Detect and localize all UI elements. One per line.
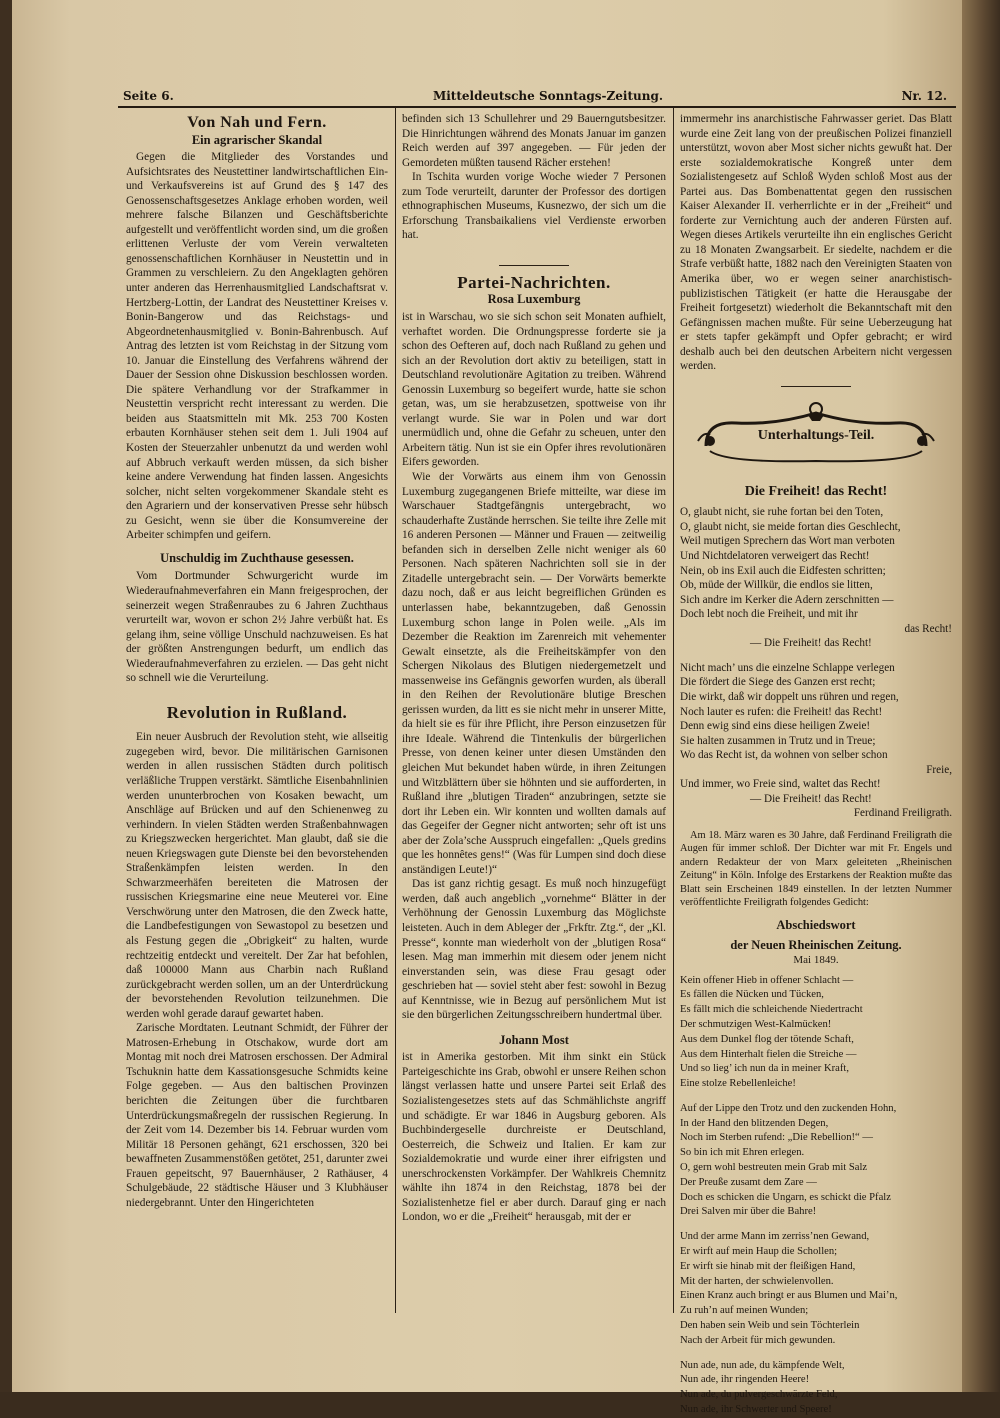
column-1	[126, 112, 388, 1210]
article-title-johann-most: Johann Most	[499, 1032, 569, 1047]
column-2	[402, 112, 666, 1225]
poem-line: Es fällen die Nücken und Tücken,	[680, 989, 824, 1001]
poem-line: Die fördert die Siege des Ganzen erst recht;	[680, 676, 876, 689]
poem-abschiedswort	[680, 974, 952, 1418]
continued-text: befinden sich 13 Schullehrer und 29 Bauerngutsbesitzer. Die Hinrichtungen während des Monats Januar im ganzen Reich werden auf 397 angegeben. — Für jeden der Gemordeten müßten tausend Rächer erstehen!	[402, 113, 666, 169]
section-title-von-nah-und-fern: Von Nah und Fern.	[187, 114, 327, 131]
separator	[499, 265, 569, 266]
poem-line: Mit der harten, der schwielenvollen.	[680, 1275, 834, 1287]
poem-line: Nach der Arbeit für mich gewunden.	[680, 1334, 836, 1346]
poem-line: Sie halten zusammen in Trutz und in Treue;	[680, 734, 876, 747]
poem-line	[680, 651, 952, 661]
article-title-revolution: Revolution in Rußland.	[166, 702, 348, 722]
poem-line: — Die Freiheit! das Recht!	[750, 792, 872, 805]
poem-line: Freie,	[926, 763, 952, 776]
poem-line: Auf der Lippe den Trotz und den zuckenden Hohn,	[680, 1102, 897, 1114]
poem-line: Weil mutigen Sprechern das Wort man verboten	[680, 535, 895, 548]
column-3	[680, 112, 952, 1418]
poem-title-abschiedswort: Abschiedswort	[776, 917, 856, 932]
issue-number: Nr. 12.	[901, 89, 947, 103]
poem-line: Und immer, wo Freie sind, waltet das Recht!	[680, 778, 881, 791]
column-divider-1	[395, 108, 396, 1313]
unterhaltungs-teil-banner	[696, 401, 936, 471]
column-divider-2	[673, 108, 674, 1313]
poem-line: Nun ade, nun ade, du kämpfende Welt,	[680, 1359, 845, 1371]
johann-most-continued: immermehr ins anarchistische Fahrwasser geriet. Das Blatt wurde eine Zeit lang von der preußischen Polizei finanziell unterstützt, wovon aber Most sicher nichts gewußt hat. Der erste sozialdemokratische Kongreß unter dem Sozialistengesetz auf Schloß Wyden schloß Most aus der Partei aus. Das Bombenattentat gegen den russischen Kaiser Alexander II. verherrlichte er in der „Freiheit“ und forderte zur Vernichtung auch der anderen Fürsten auf. Wegen dieses Artikels verurteilte ihn ein englisches Gericht zu 18 Monaten Zwangsarbeit. Er siedelte, nachdem er die Strafe verbüßt hatte, 1882 nach den Vereinigten Staaten von Amerika über, wo er wegen seiner anarchistisch-publizistischen Tätigkeit (er hatte die Herausgabe der Freiheit fortgesetzt) wiederholt die Bekanntschaft mit den Gefängnissen machen mußte. Für seine Ueberzeugung hat er stets tapfer gekämpft und Opfer gebracht; er wird deshalb auch bei den deutschen Arbeitern nicht vergessen werden.	[680, 113, 952, 373]
poem-line: Ferdinand Freiligrath.	[853, 807, 952, 820]
poem-line	[680, 1092, 952, 1102]
poem-line: Nun ade, ihr Schwerter und Speere!	[680, 1404, 832, 1416]
poem-subtitle-abschiedswort: der Neuen Rheinischen Zeitung.	[730, 938, 902, 953]
poem-line	[680, 1220, 952, 1230]
book-binding-edge	[962, 0, 1000, 1392]
poem-line: Eine stolze Rebellenleiche!	[680, 1078, 796, 1090]
poem-date: Mai 1849.	[793, 953, 839, 966]
poem-line: Ob, müde der Willkür, die endlos sie litten,	[680, 579, 873, 592]
poem-line: Aus dem Hinterhalt fielen die Streiche —	[680, 1048, 857, 1060]
newspaper-title: Mitteldeutsche Sonntags-Zeitung.	[432, 89, 664, 103]
header-rule	[118, 106, 956, 108]
poem-line: In der Hand den blitzenden Degen,	[680, 1117, 829, 1129]
unterhaltungs-teil-title: Unterhaltungs-Teil.	[757, 427, 875, 443]
poem-line: O, glaubt nicht, sie meide fortan dies Geschlecht,	[680, 520, 901, 533]
page-header	[118, 88, 953, 106]
tschita-text: In Tschita wurden vorige Woche wieder 7 Personen zum Tode verurteilt, darunter der Professor des dortigen ethnographischen Museums, Kusnezwo, der sich um die Erforschung Transbaikaliens viel Verdienste erworben hat.	[402, 171, 666, 242]
poem-line: Und Nichtdelatoren verweigert das Recht!	[680, 550, 870, 563]
page-number: Seite 6.	[123, 89, 174, 103]
article-body-rosa-luxemburg-1: ist in Warschau, wo sie sich schon seit Monaten aufhielt, verhaftet worden. Die Ordnungspresse forderte sie ja schon des Oefteren auf, doch nach Rußland zu gehen und sich an der Revolution dort aktiv zu beteiligen, statt in Deutschland revolutionäre Agitation zu treiben. Während Genossin Luxemburg so begeifert wurde, hatte sie schon getan, was, um sie herabzusetzen, spottweise von ihr verlangt wurde. Sie war in Polen und war dort unermüdlich und, ohne die Gefahr zu scheuen, unter den Arbeitern tätig. Nun ist sie ein Opfer ihres revolutionären Eifers geworden.	[402, 311, 666, 469]
poem-line: Wo das Recht ist, da wohnen von selber schon	[680, 749, 888, 762]
poem-line: Nein, ob ins Exil auch die Eidfesten schritten;	[680, 564, 886, 577]
poem-line: Noch lauter es rufen: die Freiheit! das Recht!	[680, 705, 883, 718]
article-body-agrarischer-skandal: Gegen die Mitglieder des Vorstandes und Aufsichtsrates des Neustettiner landwirtschaftlichen Ein- und Verkaufsvereins ist auf Grund des § 147 des Genossenschaftsgesetzes Anklage erhoben worden, weil mehrere falsche Bilanzen und Geschäftsberichte aufgestellt und veröffentlicht worden sind, um die großen erlittenen Verluste der vom Verein verwalteten genossenschaftlichen Kornhäuser in Neustettin und in Grammen zu verschleiern. Zu den Angeklagten gehören unter anderen das Herrenhausmitglied Landschaftsrat v. Hertzberg-Lottin, der Landrat des Neustettiner Kreises v. Bonin-Bangerow und das Reichstags- und Abgeordnetenhausmitglied v. Bonin-Bahrenbusch. Auf Antrag des letzten ist vom Reichstag in der Sitzung vom 10. Januar die Einstellung des Verfahrens während der Dauer der Session ohne Diskussion beschlossen worden. Die spätere Verhandlung vor der Strafkammer in Neustettin verspricht recht interessant zu werden. Die beiden aus Staatsmitteln mit Mk. 253 700 Kosten erbauten Kornhäuser stehen seit dem 1. Juli 1904 auf Kosten der Steuerzahler unbenutzt da und werden wohl auf Abbruch verkauft werden müssen, da sich bisher keine andere Verwendung hat finden lassen. Angesichts solcher, nicht selten vorgekommener Skandale steht es den Agrariern und der konservativen Presse sehr hübsch zu Gesicht, wenn sie über die Konsumvereine der Arbeiter schimpfen und geifern.	[126, 151, 388, 542]
poem-line: Den haben sein Weib und sein Töchterlein	[680, 1320, 860, 1332]
poem-line	[680, 1349, 952, 1359]
article-body-rosa-luxemburg-2: Wie der Vorwärts aus einem ihm von Genossin Luxemburg zugegangenen Briefe mitteilte, war diese im Warschauer Stadtgefängnis untergebracht, wo schauderhafte Zustände herrschen. Sie teilte ihre Zelle mit 16 anderen Personen — Männer und Frauen — zeitweilig befanden sich in derselben Zelle nicht weniger als 60 Personen. Nach späteren Nachrichten soll sie in der Zitadelle untergebracht sein. — Der Vorwärts bemerkte dazu noch, daß er aus leicht begreiflichen Gründen es unterlassen habe, bekanntzugeben, daß Genossin Luxemburg schon lange in Polen weile. „Als im Dezember die Reaktion im Zarenreich mit vehementer Gewalt einsetzte, als die Freiheitskämpfer von den Schergen Nikolaus des Blutigen niedergemetzelt und massenweise ins Gefängnis geworfen wurden, als überall in den Reihen der Revolutionäre blutige Breschen gerissen wurden, da litt es sie nicht mehr in unserer Mitte, da hielt sie es für ihre Pflicht, ihre Person einzusetzen für ihre Ideale. Während die Tintenkulis der bürgerlichen Presse, von denen keiner unter diesen Umständen den gleichen Mut bekundet haben würde, in ihren Zeitungen und Witzblättern über sie höhnten und sie aufforderten, in Rußland ihre „blutigen Tiraden“ anzubringen, setzte sie dort ihr Leben ein. Wir konnten und wollten damals auf das Gegeifer der Gegner nicht antworten; sehr oft ist uns aber der Zola’sche Ausspruch eingefallen: „Quels gredins que les honnêtes gens!“ (Was für Lumpen sind doch diese anständigen Leute!)“	[402, 471, 666, 876]
article-title-rosa-luxemburg: Rosa Luxemburg	[487, 292, 581, 307]
poem-line: Der Preuße zusamt dem Zare —	[680, 1176, 817, 1188]
poem-line: Er wirft auf mein Haup die Schollen;	[680, 1246, 838, 1258]
poem-line: Drei Salven mir über die Bahre!	[680, 1206, 817, 1218]
poem-line: Doch lebt noch die Freiheit, und mit ihr	[680, 608, 858, 621]
poem-line: Nicht mach’ uns die einzelne Schlappe verlegen	[680, 661, 895, 674]
poem-line: Nun ade, ihr ringenden Heere!	[680, 1374, 810, 1386]
poem-line: O, gern wohl bestreuten mein Grab mit Salz	[680, 1162, 868, 1174]
article-title-unschuldig: Unschuldig im Zuchthause gesessen.	[160, 550, 354, 565]
article-body-revolution: Ein neuer Ausbruch der Revolution steht, wie allseitig zugegeben wird, bevor. Die militärischen Garnisonen werden in allen russischen Städten durch politisch verläßliche Truppen verstärkt. Sämtliche Eisenbahnlinien werden ununterbrochen von Kosaken bewacht, um Anschläge auf Brücken und auf den Schienenweg zu verhindern. In vielen Städten werden Straßenbahnwagen zu Kriegszwecken hergerichtet. Man glaubt, daß sie die neuen Kriegswagen gute Dienste bei den bevorstehenden Straßenkämpfen leisten werden. In den Schwarzmeerhäfen bereiteten die Matrosen der russischen Kriegsmarine eine neue Meuterei vor. Eine Verschwörung unter den Matrosen, die den Zweck hatte, die Landbefestigungen von Sewastopol zu besetzen und als Festung gegen die „Obrigkeit“ zu halten, wurde rechtzeitig entdeckt und vereitelt. Der Zar hat befohlen, daß 100000 Mann aus Charbin nach Rußland zurückgebracht werden sollen, um an der Unterdrückung der bevorstehenden Revolution teilzunehmen. Die werden wohl gerade darauf gewartet haben.	[126, 731, 388, 1020]
separator	[781, 386, 851, 387]
poem-line: — Die Freiheit! das Recht!	[750, 637, 872, 650]
poem-line: Sich andre im Kerker die Adern zerschnitten —	[680, 593, 894, 606]
poem-line: Der schmutzigen West-Kalmücken!	[680, 1018, 832, 1030]
poem-line: Doch es schicken die Ungarn, es schickt die Pfalz	[680, 1191, 891, 1203]
poem-line: das Recht!	[904, 622, 952, 635]
article-body-zarische-mordtaten: Zarische Mordtaten. Leutnant Schmidt, der Führer der Matrosen-Erhebung in Otschakow, wurde dort am Montag mit noch drei Matrosen erschossen. Der Admiral Tschuknin hatte dem Kassationsgesuche Schmidts keine Folge gegeben. — Aus den baltischen Provinzen berichten die Zeitungen über die furchtbaren Unterdrückungsmaßregeln der russischen Regierung. In der Zeit vom 14. Dezember bis 14. Februar wurden vom Militär 18 Personen gehängt, 621 erschossen, 320 bei bewaffneten Zusammenstößen getötet, 251, darunter zwei Frauen gepeitscht, 97 Bauernhäuser, 2 Rathäuser, 4 Schulgebäude, 22 städtische Häuser und 3 Klubhäuser niedergebrannt. Unter den Hingerichteten	[126, 1022, 388, 1209]
poem-line: Denn ewig sind eins diese heiligen Zweie!	[680, 720, 871, 733]
poem-line: Kein offener Hieb in offener Schlacht —	[680, 974, 854, 986]
article-body-unschuldig: Vom Dortmunder Schwurgericht wurde im Wiederaufnahmeverfahren ein Mann freigesprochen, der seinerzeit wegen Straßenraubes zu 6 Jahren Zuchthaus verurteilt war, wovon er schon 2½ Jahre verbüßt hat. Es gelang ihm, seine völlige Unschuld nachzuweisen. Es hat der größten Anstrengungen bedurft, um endlich das Wiederaufnahmeverfahren zu erzielen. — Das geht nicht so schnell wie die Verurteilung.	[126, 570, 388, 685]
poem-line: Die wirkt, daß wir doppelt uns rühren und regen,	[680, 690, 899, 703]
article-body-johann-most: ist in Amerika gestorben. Mit ihm sinkt ein Stück Parteigeschichte ins Grab, obwohl er unsere Reihen schon längst verlassen hatte und unsere Partei seit Erlaß des Sozialistengesetzes stets auf das Schmählichste angriff und schädigte. Er war 1846 in Augsburg geboren. Als Buchbindergeselle durchreiste er Deutschland, Oesterreich, die Schweiz und Italien. Er kam zur Sozialdemokratie und wurde einer ihrer eifrigsten und unerschrockensten Vorkämpfer. Der Wahlkreis Chemnitz wählte ihn 1874 in den Reichstag, 1878 bei der Sozialistenhetze fiel er aber durch. Darauf ging er nach London, wo er die „Freiheit“ herausgab, mit der er	[402, 1051, 666, 1224]
poem-line: O, glaubt nicht, sie ruhe fortan bei den Toten,	[680, 506, 884, 519]
poem-line: Es fällt mich die schleichende Niedertracht	[680, 1004, 863, 1016]
poem-line: Noch im Sterben rufend: „Die Rebellion!“ —	[680, 1132, 873, 1144]
poem-line: So bin ich mit Ehren erlegen.	[680, 1147, 805, 1159]
poem-line: Aus dem Dunkel flog der tötende Schaft,	[680, 1033, 854, 1045]
poem-line: Er wirft sie hinab mit der fleißigen Hand,	[680, 1260, 856, 1272]
poem-freiheit	[680, 505, 952, 820]
section-title-partei-nachrichten: Partei-Nachrichten.	[457, 272, 611, 292]
freiligrath-note: Am 18. März waren es 30 Jahre, daß Ferdinand Freiligrath die Augen für immer schloß. Der Dichter war mit Fr. Engels und andern Redakteur der von Marx geleiteten „Rheinischen Zeitung“ in Köln. Infolge des Erstarkens der Reaktion mußte das Blatt sein Erscheinen 1849 einstellen. In der letzten Nummer veröffentlichte Freiligrath folgendes Gedicht:	[680, 829, 952, 909]
poem-line: Und so lieg’ ich nun da in meiner Kraft,	[680, 1063, 849, 1075]
poem-line: Einen Kranz auch bringt er aus Blumen und Mai’n,	[680, 1290, 898, 1302]
poem-line: Zu ruh’n auf meinen Wunden;	[680, 1305, 809, 1317]
poem-line: Nun ade, du pulvergeschwärzte Feld,	[680, 1389, 838, 1401]
poem-title-freiheit: Die Freiheit! das Recht!	[744, 483, 888, 499]
article-body-rosa-luxemburg-3: Das ist ganz richtig gesagt. Es muß noch hinzugefügt werden, daß auch angeblich „vornehme“ Blätter in der Verhöhnung der Genossin Luxemburg das Möglichste leisteten. Auch in dem Ableger der „Frkftr. Ztg.“, der „Kl. Presse“, konnte man wiederholt von der „blutigen Rosa“ lesen. Mag man immerhin mit diesem oder jenem nicht einverstanden sein, was diese Frau gesagt oder geschrieben hat — soviel steht aber fest: sowohl in Bezug auf Kenntnisse, wie in Bezug auf persönlichem Mut ist sie den bürgerlichen Zeitungsschreibern hundertmal über.	[402, 878, 666, 1022]
article-title-agrarischer-skandal: Ein agrarischer Skandal	[191, 132, 323, 147]
poem-line: Und der arme Mann im zerriss’nen Gewand,	[680, 1231, 870, 1243]
